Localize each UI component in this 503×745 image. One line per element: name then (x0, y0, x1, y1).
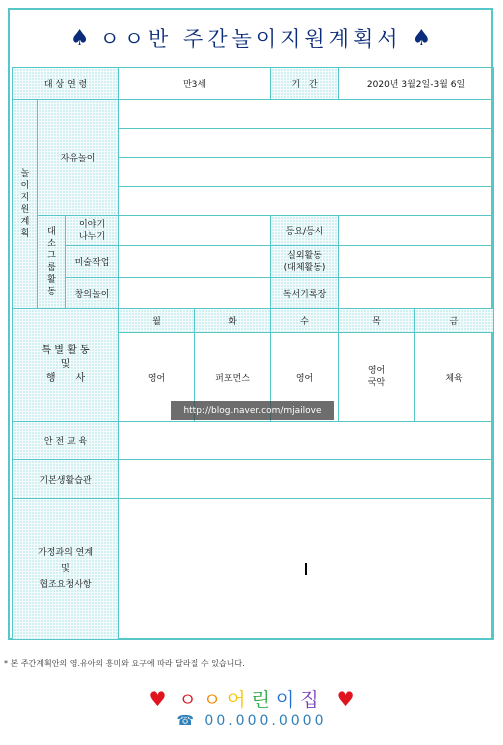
name-char: 집 (300, 689, 325, 711)
creative-cell[interactable] (119, 278, 271, 309)
heart-icon: ♥ (148, 687, 167, 711)
play-plan-label (13, 100, 38, 309)
period-label: 기 간 (271, 68, 339, 100)
vertical-char: 대 (47, 227, 56, 237)
footnote: * 본 주간계획안의 영.유아의 흥미와 요구에 따라 달라질 수 있습니다. (4, 659, 245, 668)
special-activity-cell[interactable]: 체육 (415, 333, 494, 422)
vertical-char: 획 (20, 229, 30, 239)
free-play-cell[interactable] (119, 187, 494, 216)
day-header: 금 (415, 309, 494, 333)
special-activity-cell[interactable]: 영어 국악 (339, 333, 415, 422)
phone-icon: ☎ (176, 713, 197, 729)
vertical-char: 계 (20, 217, 30, 227)
free-play-cell[interactable] (119, 100, 494, 129)
habits-cell[interactable] (119, 460, 494, 499)
heart-icon: ♥ (336, 687, 355, 711)
group-activity-label (38, 216, 66, 309)
phone-line (0, 713, 503, 729)
plan-frame (8, 8, 493, 640)
free-play-label: 자유놀이 (38, 100, 119, 216)
watermark: http://blog.naver.com/mjailove (171, 401, 334, 420)
vertical-char: 지 (20, 193, 30, 203)
vertical-char: 그 (47, 251, 56, 261)
safety-cell[interactable] (119, 422, 494, 460)
habits-label: 기본생활습관 (13, 460, 119, 499)
art-label: 미술작업 (66, 246, 119, 278)
vertical-char: 놀 (20, 169, 30, 179)
vertical-char: 원 (20, 205, 30, 215)
document-title (10, 10, 491, 66)
story-label: 이야기 나누기 (66, 216, 119, 246)
special-label: 특 별 활 동 및 행 사 (13, 309, 119, 422)
reading-cell[interactable] (339, 278, 494, 309)
vertical-char: 룹 (47, 263, 56, 273)
day-header: 화 (195, 309, 271, 333)
free-play-cell[interactable] (119, 158, 494, 187)
safety-label: 안 전 교 육 (13, 422, 119, 460)
name-text (178, 689, 324, 711)
plan-table (12, 67, 494, 640)
age-value[interactable]: 만3세 (119, 68, 271, 100)
free-play-cell[interactable] (119, 129, 494, 158)
title-text: ㅇㅇ반 주간놀이지원계획서 (99, 27, 402, 51)
day-header: 목 (339, 309, 415, 333)
name-char: 어 (227, 689, 252, 711)
outdoor-label: 실외활동 (대체활동) (271, 246, 339, 278)
phone-number: 00.000.0000 (204, 713, 327, 729)
vertical-char: 이 (20, 181, 30, 191)
family-label: 가정과의 연계 및 협조요청사항 (13, 499, 119, 640)
reading-label: 독서기록장 (271, 278, 339, 309)
special-activity-cell[interactable]: 퍼포먼스 (195, 333, 271, 422)
creative-label: 창의놀이 (66, 278, 119, 309)
special-activity-cell[interactable]: 영어 (271, 333, 339, 422)
spade-icon: ♠ (69, 25, 90, 51)
text-cursor (305, 563, 307, 575)
special-activity-cell[interactable]: 영어 (119, 333, 195, 422)
commute-label: 등요/등시 (271, 216, 339, 246)
name-char: 린 (251, 689, 276, 711)
vertical-char: 소 (47, 239, 56, 249)
name-char: ㅇ (202, 689, 228, 711)
outdoor-cell[interactable] (339, 246, 494, 278)
day-header: 월 (119, 309, 195, 333)
spade-icon: ♠ (411, 25, 432, 51)
vertical-char: 동 (47, 287, 56, 297)
day-header: 수 (271, 309, 339, 333)
name-char: 이 (275, 689, 301, 711)
art-cell[interactable] (119, 246, 271, 278)
commute-cell[interactable] (339, 216, 494, 246)
name-char: ㅇ (178, 689, 203, 711)
period-value[interactable]: 2020년 3월2일-3월 6일 (339, 68, 494, 100)
vertical-char: 활 (47, 275, 56, 285)
kindergarten-name (0, 685, 503, 712)
age-label: 대 상 연 령 (13, 68, 119, 100)
story-cell[interactable] (119, 216, 271, 246)
